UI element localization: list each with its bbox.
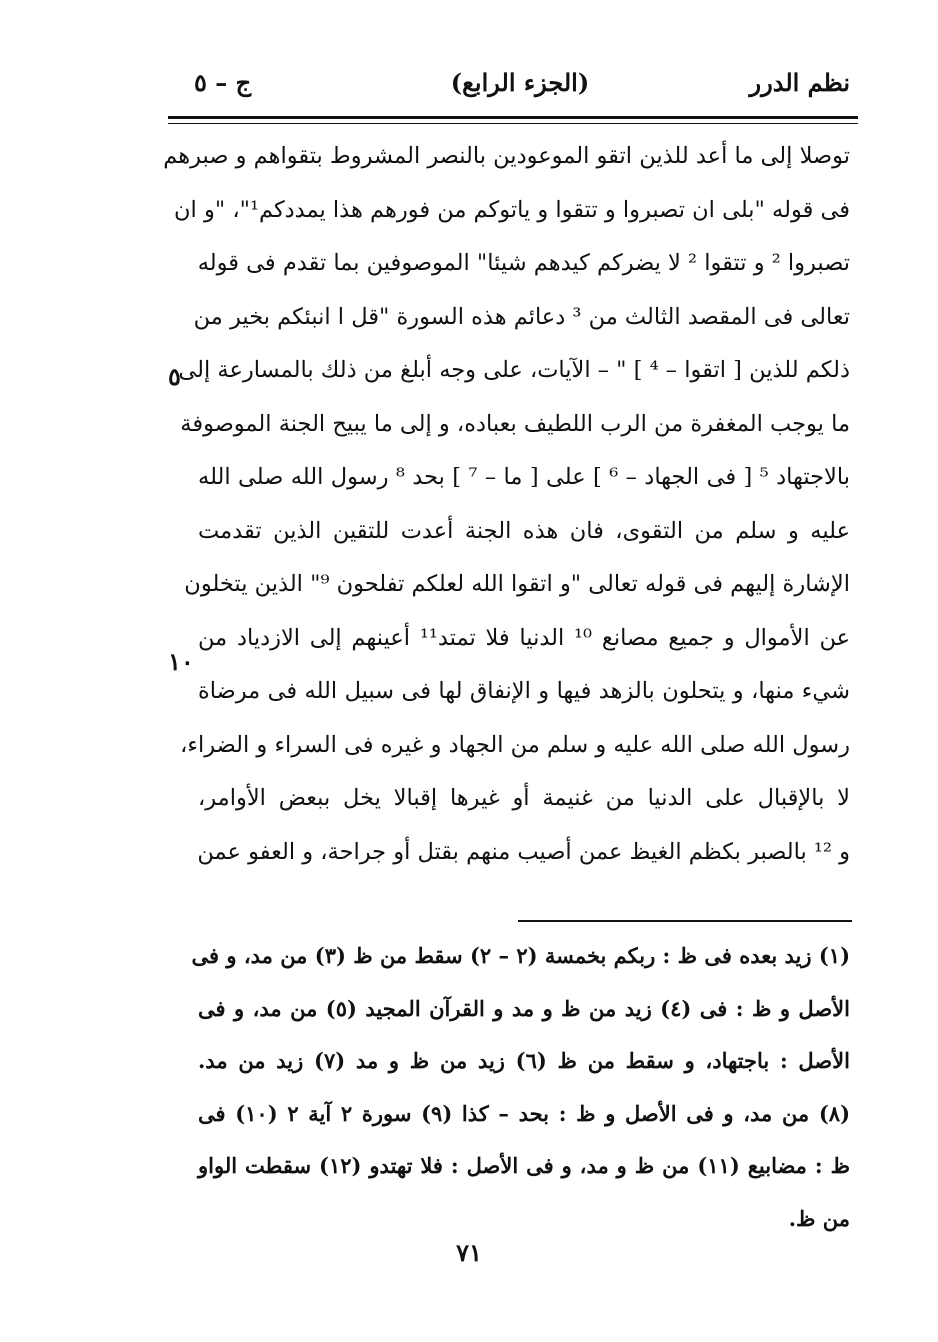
text-line-3: تصبروا ² و تتقوا ² لا يضركم كيدهم شيئا" الموصوفين بما تقدم فى قوله bbox=[197, 250, 850, 276]
part-label: ج – ٥ bbox=[194, 68, 252, 97]
header-rule-thick bbox=[168, 116, 858, 119]
footnote-rule bbox=[518, 920, 852, 922]
line-number-5: ٥ bbox=[168, 362, 181, 391]
running-header bbox=[180, 62, 860, 118]
footnote-line-4: (٨) من مد، و فى الأصل و ظ : بحد – كذا (٩) سورة ٢ آية ٢ (١٠) فى bbox=[198, 1100, 851, 1126]
footnote-line-5: ظ : مضابيع (١١) من ظ و مد، و فى الأصل : فلا تهتدو (١٢) سقطت الواو bbox=[198, 1153, 850, 1178]
volume-label: (الجزء الرابع) bbox=[450, 68, 590, 97]
text-line-8: عليه و سلم من التقوى، فان هذه الجنة أعدت للتقين الذين تقدمت bbox=[198, 517, 850, 544]
text-line-5: ذلكم للذين [ اتقوا – ⁴ ] " – الآيات، على وجه أبلغ من ذلك بالمسارعة إلى bbox=[178, 357, 850, 383]
text-line-11: شيء منها، و يتحلون بالزهد فيها و الإنفاق لها فى سبيل الله فى مرضاة bbox=[198, 678, 850, 704]
page-number: ٧١ bbox=[456, 1238, 482, 1267]
text-line-13: لا بالإقبال على الدنيا من غنيمة أو غيرها إقبالا يخل ببعض الأوامر، bbox=[198, 785, 850, 811]
footnote-line-2: الأصل و ظ : فى (٤) زيد من ظ و مد و القرآن المجيد (٥) من مد، و فى bbox=[198, 995, 850, 1021]
text-line-1: توصلا إلى ما أعد للذين اتقو الموعودين بالنصر المشروط بتقواهم و صبرهم bbox=[163, 143, 850, 169]
line-number-10: ١٠ bbox=[168, 647, 194, 676]
text-line-4: تعالى فى المقصد الثالث من ³ دعائم هذه السورة "قل ا انبئكم بخير من bbox=[193, 303, 850, 330]
footnote-line-3: الأصل : باجتهاد، و سقط من ظ (٦) زيد من ظ و مد (٧) زيد من مد. bbox=[198, 1048, 850, 1073]
text-line-10: عن الأموال و جميع مصانع ¹⁰ الدنيا فلا تمتد¹¹ أعينهم إلى الازدياد من bbox=[198, 624, 851, 651]
book-title: نظم الدرر bbox=[749, 68, 850, 97]
text-line-6: ما يوجب المغفرة من الرب اللطيف بعباده، و إلى ما يبيح الجنة الموصوفة bbox=[180, 410, 850, 437]
text-line-14: و ¹² بالصبر بكظم الغيظ عمن أصيب منهم بقتل أو جراحة، و العفو عمن bbox=[197, 838, 850, 865]
text-line-9: الإشارة إليهم فى قوله تعالى "و اتقوا الله لعلكم تفلحون ⁹" الذين يتخلون bbox=[184, 571, 850, 597]
footnotes bbox=[191, 930, 851, 1245]
footnote-line-6: من ظ. bbox=[788, 1205, 850, 1231]
header-rule-thin bbox=[168, 123, 858, 124]
text-line-2: فى قوله "بلى ان تصبروا و تتقوا و ياتوكم من فورهم هذا يمددكم¹"، "و ان bbox=[174, 196, 850, 223]
footnote-line-1: (١) زيد بعده فى ظ : ربكم بخمسة (٢ – ٢) سقط من ظ (٣) من مد، و فى bbox=[191, 943, 850, 968]
text-line-12: رسول الله صلى الله عليه و سلم من الجهاد و غيره فى السراء و الضراء، bbox=[180, 731, 850, 758]
text-line-7: بالاجتهاد ⁵ [ فى الجهاد – ⁶ ] على [ ما – ⁷ ] بحد ⁸ رسول الله صلى الله bbox=[198, 464, 850, 490]
